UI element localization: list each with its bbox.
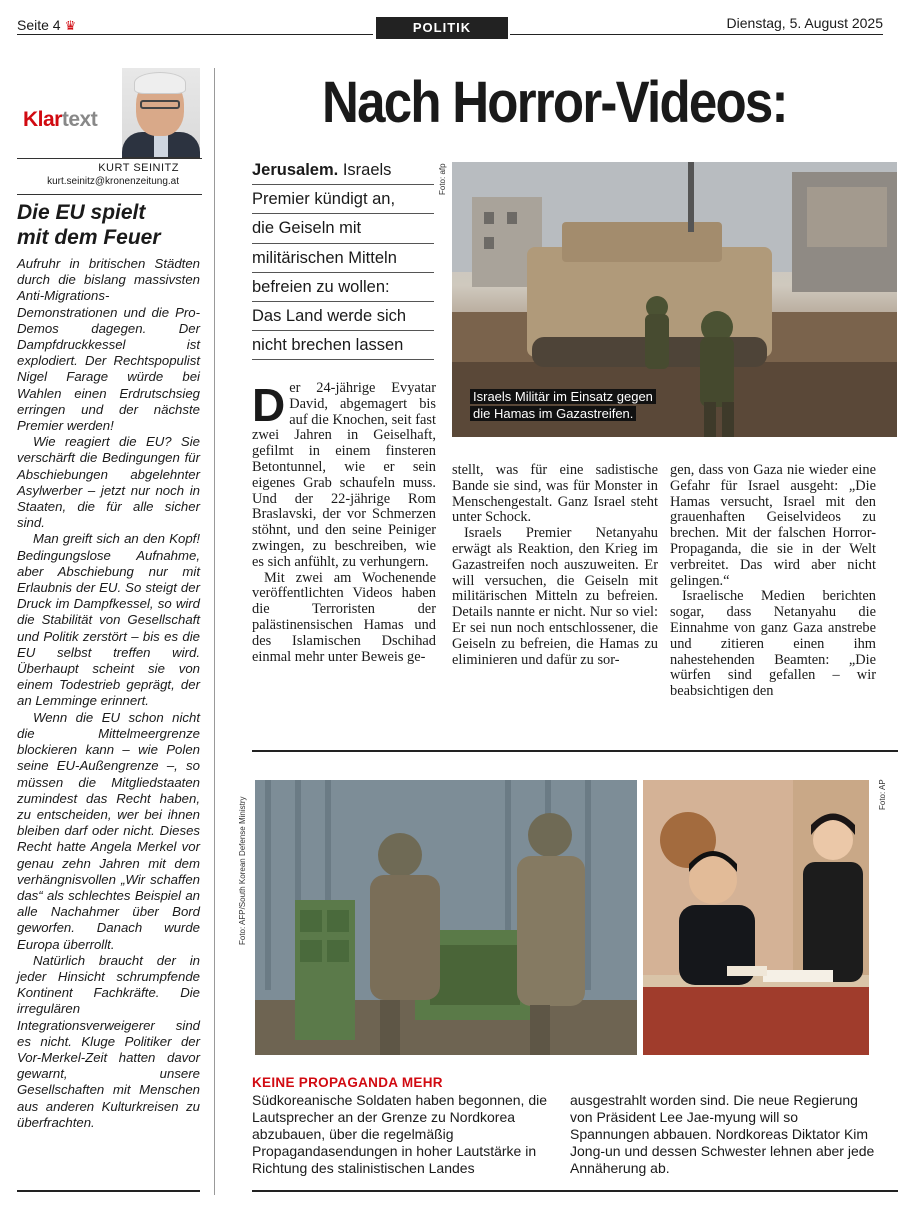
photo-credit: Foto: afp <box>438 163 447 195</box>
divider <box>252 750 898 752</box>
comment-body <box>17 256 200 1131</box>
author-email: kurt.seinitz@kronenzeitung.at <box>47 176 179 187</box>
section-label: POLITIK <box>376 17 508 39</box>
lead-line: militärischen Mitteln <box>252 244 434 273</box>
photo-credit: Foto: AP <box>878 779 887 810</box>
paragraph: Wie reagiert die EU? Sie verschärft die Bedingungen für Abschiebungen abgelehnter Asylwerber – jetzt nur noch in Staaten, die für alle sicher sind. <box>17 434 200 531</box>
lead-line: die Geiseln mit <box>252 214 434 243</box>
author-portrait <box>122 68 200 158</box>
drop-cap: D <box>252 379 286 431</box>
column-divider <box>214 68 215 1195</box>
article-column-3 <box>670 463 876 700</box>
article-photo-soldiers <box>255 780 637 1055</box>
lead-line: nicht brechen lassen <box>252 331 434 360</box>
caption-text: ausgestrahlt worden sind. Die neue Regierung von Präsident Lee Jae-myung will so Spannungen abbauen. Nordkoreas Diktator Kim Jong-un und dessen Schwester lehnen aber jede Annäherung ab. <box>570 1092 875 1176</box>
issue-date: Dienstag, 5. August 2025 <box>726 15 883 31</box>
paragraph: Natürlich braucht der in jeder Hinsicht schrumpfende Kontinent Fachkräfte. Die irregulären Integrationsverweigerer sind es nicht. Kluge Politiker der Vor-Merkel-Zeit hatten davor gewarnt, unsere Gesellschaften mit Menschen aus anderen Kulturkreisen zu überfrachten. <box>17 952 200 1130</box>
klartext-logo: Klartext <box>23 108 98 131</box>
lead-line: Das Land werde sich <box>252 302 434 331</box>
paragraph: Man greift sich an den Kopf! Bedingungslose Aufnahme, aber Abschiebung nur mit Erlaubnis der EU. So steigt der Druck im Dampfkessel, so wird die Stabilität von Gesellschaft und Politik zerstört – bis es die EU selbst treffen wird. Überhaupt scheint sie von einem Todestrieb geprägt, der an Lemminge erinnert. <box>17 531 200 709</box>
divider <box>252 1190 898 1192</box>
paragraph: Der 24-jährige Evyatar David, abgemagert bis auf die Knochen, seit fast zwei Jahren in Geiselhaft, gefilmt in einem finsteren Betontunnel, wie er sein eigenes Grab schaufeln muss. Und der 22-jährige Rom Braslavski, der vor Schmerzen stöhnt, und den seine Peiniger zwingen, zu beschreiben, wie es sich anfühlt, zu verhungern. <box>252 379 436 570</box>
article-column-2 <box>452 463 658 668</box>
lead-line: Premier kündigt an, <box>252 185 434 214</box>
page-number: Seite 4 ♛ <box>17 17 77 33</box>
header-rule-right <box>510 34 883 35</box>
paragraph: Mit zwei am Wochenende veröffentlichten Videos haben die Terroristen der palästinensischen Hamas und des Islamischen Dschihad einmal mehr unter Beweis ge- <box>252 569 436 665</box>
caption-title: KEINE PROPAGANDA MEHR <box>252 1075 443 1090</box>
lead-line: Jerusalem. Israels <box>252 156 434 185</box>
comment-title: Die EU spielt mit dem Feuer <box>17 201 161 249</box>
paragraph: Israelische Medien berichten sogar, dass Netanyahu die Einnahme von ganz Gaza anstrebe und zitieren einen ihm nahestehenden Beamten: „Die würfen sind gefallen – wir beabsichtigen den <box>670 588 876 700</box>
photo-caption: Israels Militär im Einsatz gegen die Hamas im Gazastreifen. <box>470 388 656 422</box>
paragraph: stellt, was für eine sadistische Bande sie sind, was für Monster in Menschengestalt. Ganz Israel steht unter Schock. <box>452 462 658 526</box>
author-name: KURT SEINITZ <box>98 162 179 174</box>
article-photo-kim <box>643 780 869 1055</box>
paragraph: Wenn die EU schon nicht die Mittelmeergrenze blockieren kann – wie Polen seine EU-Außengrenze –, so müssen die Mitgliedstaaten zumindest das Recht haben, zu entscheiden, wer bei ihnen bleiben darf oder nicht. Dieses Recht hatte Angela Merkel vor genau zehn Jahren mit dem verhängnisvollen „Wir schaffen das“ als schlechtes Beispiel an alle Nachahmer über Bord geworfen. Danach wurde Europa überrollt. <box>17 709 200 952</box>
divider <box>17 158 202 159</box>
header-rule-left <box>17 34 373 35</box>
paragraph: gen, dass von Gaza nie wieder eine Gefahr für Israel ausgeht: „Die Hamas versucht, Israel mit den grauenhaften Geiselvideos zu brechen. Mit der falschen Horror-Propaganda, die sie in der Welt verbreitet. Das wird aber nicht gelingen.“ <box>670 462 876 589</box>
lead-block <box>252 156 434 360</box>
article-column-1 <box>252 381 436 665</box>
headline: Nach Horror-Videos: <box>322 70 787 135</box>
divider <box>17 194 202 195</box>
crown-icon: ♛ <box>64 18 77 33</box>
photo-credit: Foto: AFP/South Korean Defense Ministry <box>238 796 247 945</box>
paragraph: Israels Premier Netanyahu erwägt als Reaktion, den Krieg im Gazastreifen noch auszuweiten. Er will versuchen, die Geiseln mit militärischen Mitteln zu befreien. Details nannte er nicht. Nur so viel: Er sei nun noch entschlossener, die Geiseln zu befreien, die Hamas zu eliminieren und dafür zu sor- <box>452 525 658 668</box>
caption-text: Südkoreanische Soldaten haben begonnen, die Lautsprecher an der Grenze zu Nordkorea abzubauen, über die regelmäßig Propagandasendungen in hoher Lautstärke in Richtung des stalinistischen Landes <box>252 1092 548 1176</box>
lead-line: befreien zu wollen: <box>252 273 434 302</box>
divider <box>17 1190 200 1192</box>
paragraph: Aufruhr in britischen Städten durch die bislang massivsten Anti-Migrations-Demonstrationen und die Pro-Demos dagegen. Der Dampfdruckkessel ist explodiert. Der Rechtspopulist Nigel Farage würde bei Wahlen einen Erdrutschsieg erringen und der nächste Premier werden! <box>17 256 200 434</box>
